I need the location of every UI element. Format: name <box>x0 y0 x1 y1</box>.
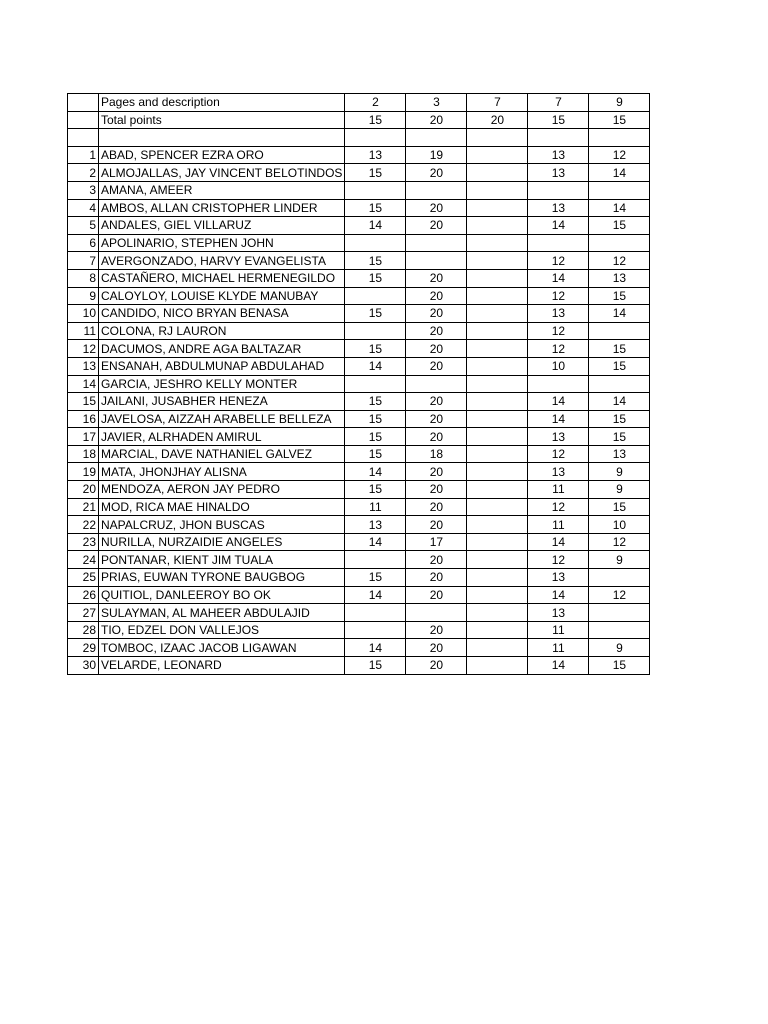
student-name: JAILANI, JUSABHER HENEZA <box>99 393 345 411</box>
spacer-row <box>68 129 650 147</box>
score-cell <box>406 252 467 270</box>
student-row <box>68 410 650 428</box>
empty-cell <box>99 129 345 147</box>
score-cell: 13 <box>528 164 589 182</box>
score-cell: 12 <box>589 586 650 604</box>
pages-label: Pages and description <box>99 94 345 112</box>
score-cell: 20 <box>406 621 467 639</box>
score-cell <box>345 604 406 622</box>
student-number: 4 <box>68 199 99 217</box>
score-cell <box>528 234 589 252</box>
student-row <box>68 357 650 375</box>
score-cell <box>406 375 467 393</box>
student-row <box>68 393 650 411</box>
student-name: PONTANAR, KIENT JIM TUALA <box>99 551 345 569</box>
student-number: 20 <box>68 481 99 499</box>
score-cell: 20 <box>406 498 467 516</box>
score-cell <box>467 234 528 252</box>
student-row <box>68 657 650 675</box>
score-cell: 14 <box>345 639 406 657</box>
student-number: 10 <box>68 305 99 323</box>
score-cell <box>406 604 467 622</box>
score-cell: 13 <box>528 569 589 587</box>
score-cell: 12 <box>528 322 589 340</box>
score-cell <box>467 199 528 217</box>
student-row <box>68 287 650 305</box>
student-number: 12 <box>68 340 99 358</box>
student-row <box>68 533 650 551</box>
student-row <box>68 340 650 358</box>
score-cell <box>467 569 528 587</box>
student-row <box>68 199 650 217</box>
student-name: CALOYLOY, LOUISE KLYDE MANUBAY <box>99 287 345 305</box>
score-cell: 14 <box>528 410 589 428</box>
student-row <box>68 639 650 657</box>
student-name: MARCIAL, DAVE NATHANIEL GALVEZ <box>99 445 345 463</box>
student-name: SULAYMAN, AL MAHEER ABDULAJID <box>99 604 345 622</box>
student-number: 25 <box>68 569 99 587</box>
pages-row <box>68 94 650 112</box>
score-cell: 20 <box>406 164 467 182</box>
score-cell: 20 <box>406 657 467 675</box>
score-cell: 20 <box>406 340 467 358</box>
score-cell: 15 <box>589 340 650 358</box>
student-name: AVERGONZADO, HARVY EVANGELISTA <box>99 252 345 270</box>
student-name: CASTAÑERO, MICHAEL HERMENEGILDO <box>99 269 345 287</box>
score-cell <box>467 498 528 516</box>
score-cell <box>406 181 467 199</box>
student-name: ANDALES, GIEL VILLARUZ <box>99 217 345 235</box>
score-cell: 15 <box>345 393 406 411</box>
total-cell: 20 <box>467 111 528 129</box>
student-number: 21 <box>68 498 99 516</box>
score-cell <box>589 181 650 199</box>
score-cell: 15 <box>589 217 650 235</box>
score-cell <box>589 375 650 393</box>
score-cell: 19 <box>406 146 467 164</box>
student-number: 9 <box>68 287 99 305</box>
score-cell: 12 <box>528 252 589 270</box>
score-cell <box>528 181 589 199</box>
score-cell: 18 <box>406 445 467 463</box>
index-cell <box>68 94 99 112</box>
score-cell: 14 <box>345 217 406 235</box>
student-number: 11 <box>68 322 99 340</box>
score-cell: 15 <box>589 498 650 516</box>
score-cell: 15 <box>345 340 406 358</box>
student-number: 26 <box>68 586 99 604</box>
score-cell: 14 <box>528 657 589 675</box>
empty-cell <box>68 129 99 147</box>
student-row <box>68 445 650 463</box>
score-cell: 14 <box>589 305 650 323</box>
total-cell: 15 <box>589 111 650 129</box>
student-row <box>68 234 650 252</box>
score-cell: 20 <box>406 428 467 446</box>
grades-table-body <box>68 94 650 675</box>
score-cell <box>345 322 406 340</box>
score-cell: 14 <box>528 586 589 604</box>
empty-cell <box>406 129 467 147</box>
score-cell <box>589 234 650 252</box>
student-number: 17 <box>68 428 99 446</box>
student-row <box>68 516 650 534</box>
score-cell: 14 <box>528 269 589 287</box>
score-cell: 20 <box>406 305 467 323</box>
score-cell: 10 <box>589 516 650 534</box>
score-cell <box>345 234 406 252</box>
score-cell <box>345 287 406 305</box>
score-cell <box>467 481 528 499</box>
student-number: 1 <box>68 146 99 164</box>
score-cell <box>467 445 528 463</box>
score-cell: 13 <box>345 146 406 164</box>
student-number: 16 <box>68 410 99 428</box>
score-cell: 20 <box>406 357 467 375</box>
student-name: APOLINARIO, STEPHEN JOHN <box>99 234 345 252</box>
student-name: MATA, JHONJHAY ALISNA <box>99 463 345 481</box>
score-cell: 14 <box>345 533 406 551</box>
score-cell <box>467 340 528 358</box>
empty-cell <box>589 129 650 147</box>
score-cell: 15 <box>345 305 406 323</box>
score-cell: 14 <box>345 463 406 481</box>
score-cell: 14 <box>528 533 589 551</box>
score-cell <box>467 252 528 270</box>
student-name: MENDOZA, AERON JAY PEDRO <box>99 481 345 499</box>
student-name: ABAD, SPENCER EZRA ORO <box>99 146 345 164</box>
score-cell: 15 <box>345 252 406 270</box>
student-number: 3 <box>68 181 99 199</box>
student-name: PRIAS, EUWAN TYRONE BAUGBOG <box>99 569 345 587</box>
student-name: DACUMOS, ANDRE AGA BALTAZAR <box>99 340 345 358</box>
score-cell: 12 <box>528 498 589 516</box>
student-number: 13 <box>68 357 99 375</box>
student-number: 24 <box>68 551 99 569</box>
page-cell: 7 <box>528 94 589 112</box>
grades-table <box>67 93 650 675</box>
index-cell <box>68 111 99 129</box>
page-cell: 3 <box>406 94 467 112</box>
score-cell: 9 <box>589 639 650 657</box>
score-cell: 11 <box>528 481 589 499</box>
score-cell: 15 <box>345 569 406 587</box>
student-row <box>68 481 650 499</box>
score-cell: 20 <box>406 639 467 657</box>
score-cell: 13 <box>528 604 589 622</box>
score-cell: 13 <box>528 305 589 323</box>
score-cell <box>589 569 650 587</box>
score-cell <box>467 375 528 393</box>
student-number: 30 <box>68 657 99 675</box>
student-row <box>68 621 650 639</box>
student-name: COLONA, RJ LAURON <box>99 322 345 340</box>
score-cell: 13 <box>589 445 650 463</box>
student-name: ENSANAH, ABDULMUNAP ABDULAHAD <box>99 357 345 375</box>
score-cell <box>467 164 528 182</box>
score-cell: 15 <box>345 164 406 182</box>
score-cell: 11 <box>345 498 406 516</box>
student-row <box>68 569 650 587</box>
score-cell <box>467 586 528 604</box>
score-cell: 20 <box>406 586 467 604</box>
score-cell: 13 <box>528 428 589 446</box>
score-cell: 15 <box>345 657 406 675</box>
score-cell: 20 <box>406 217 467 235</box>
total-cell: 15 <box>528 111 589 129</box>
score-cell: 12 <box>528 287 589 305</box>
score-cell <box>467 428 528 446</box>
score-cell: 15 <box>345 199 406 217</box>
student-row <box>68 498 650 516</box>
score-cell <box>467 621 528 639</box>
score-cell: 15 <box>345 445 406 463</box>
student-name: GARCIA, JESHRO KELLY MONTER <box>99 375 345 393</box>
page-cell: 7 <box>467 94 528 112</box>
student-number: 8 <box>68 269 99 287</box>
score-cell: 20 <box>406 393 467 411</box>
score-cell: 15 <box>589 657 650 675</box>
score-cell: 12 <box>528 445 589 463</box>
score-cell: 13 <box>589 269 650 287</box>
student-number: 14 <box>68 375 99 393</box>
score-cell: 20 <box>406 569 467 587</box>
student-row <box>68 164 650 182</box>
score-cell: 14 <box>589 199 650 217</box>
empty-cell <box>528 129 589 147</box>
student-row <box>68 604 650 622</box>
total-cell: 15 <box>345 111 406 129</box>
empty-cell <box>467 129 528 147</box>
score-cell: 20 <box>406 322 467 340</box>
student-number: 28 <box>68 621 99 639</box>
score-cell: 15 <box>589 287 650 305</box>
student-name: TIO, EDZEL DON VALLEJOS <box>99 621 345 639</box>
score-cell <box>589 322 650 340</box>
score-cell <box>467 305 528 323</box>
score-cell: 12 <box>589 533 650 551</box>
page-cell: 2 <box>345 94 406 112</box>
score-cell: 11 <box>528 621 589 639</box>
student-name: ALMOJALLAS, JAY VINCENT BELOTINDOS <box>99 164 345 182</box>
student-name: NURILLA, NURZAIDIE ANGELES <box>99 533 345 551</box>
student-number: 22 <box>68 516 99 534</box>
score-cell: 15 <box>589 357 650 375</box>
student-number: 19 <box>68 463 99 481</box>
student-name: CANDIDO, NICO BRYAN BENASA <box>99 305 345 323</box>
score-cell <box>467 533 528 551</box>
score-cell: 14 <box>345 586 406 604</box>
student-number: 27 <box>68 604 99 622</box>
student-row <box>68 181 650 199</box>
score-cell: 9 <box>589 551 650 569</box>
score-cell: 20 <box>406 269 467 287</box>
score-cell <box>467 657 528 675</box>
score-cell <box>467 146 528 164</box>
score-cell: 9 <box>589 463 650 481</box>
score-cell: 15 <box>345 428 406 446</box>
empty-cell <box>345 129 406 147</box>
score-cell: 13 <box>528 199 589 217</box>
score-cell: 14 <box>589 164 650 182</box>
score-cell <box>589 621 650 639</box>
score-cell: 15 <box>589 428 650 446</box>
score-cell: 15 <box>345 269 406 287</box>
score-cell: 12 <box>589 252 650 270</box>
score-cell <box>345 181 406 199</box>
score-cell: 12 <box>528 551 589 569</box>
score-cell: 15 <box>345 410 406 428</box>
score-cell: 20 <box>406 551 467 569</box>
page-cell: 9 <box>589 94 650 112</box>
student-number: 7 <box>68 252 99 270</box>
score-cell <box>345 621 406 639</box>
score-cell <box>467 639 528 657</box>
student-number: 2 <box>68 164 99 182</box>
score-cell <box>467 322 528 340</box>
score-cell: 20 <box>406 481 467 499</box>
total-cell: 20 <box>406 111 467 129</box>
student-number: 15 <box>68 393 99 411</box>
student-row <box>68 269 650 287</box>
score-cell <box>467 217 528 235</box>
student-name: MOD, RICA MAE HINALDO <box>99 498 345 516</box>
score-cell: 15 <box>589 410 650 428</box>
student-row <box>68 305 650 323</box>
score-cell <box>467 516 528 534</box>
student-row <box>68 322 650 340</box>
student-row <box>68 252 650 270</box>
score-cell <box>467 287 528 305</box>
score-cell <box>467 410 528 428</box>
student-name: VELARDE, LEONARD <box>99 657 345 675</box>
score-cell <box>406 234 467 252</box>
score-cell <box>345 551 406 569</box>
student-name: AMBOS, ALLAN CRISTOPHER LINDER <box>99 199 345 217</box>
student-name: NAPALCRUZ, JHON BUSCAS <box>99 516 345 534</box>
score-cell: 14 <box>528 217 589 235</box>
totals-row <box>68 111 650 129</box>
student-name: JAVIER, ALRHADEN AMIRUL <box>99 428 345 446</box>
score-cell: 9 <box>589 481 650 499</box>
score-cell: 14 <box>589 393 650 411</box>
student-number: 6 <box>68 234 99 252</box>
score-cell <box>528 375 589 393</box>
score-cell <box>467 551 528 569</box>
student-number: 23 <box>68 533 99 551</box>
score-cell: 14 <box>528 393 589 411</box>
score-cell <box>467 357 528 375</box>
student-row <box>68 463 650 481</box>
student-number: 18 <box>68 445 99 463</box>
score-cell <box>589 604 650 622</box>
score-cell: 15 <box>345 481 406 499</box>
student-row <box>68 551 650 569</box>
student-name: TOMBOC, IZAAC JACOB LIGAWAN <box>99 639 345 657</box>
score-cell <box>467 393 528 411</box>
student-row <box>68 428 650 446</box>
score-cell <box>467 181 528 199</box>
student-name: QUITIOL, DANLEEROY BO OK <box>99 586 345 604</box>
score-cell: 20 <box>406 287 467 305</box>
score-cell: 12 <box>528 340 589 358</box>
student-row <box>68 586 650 604</box>
score-cell: 13 <box>345 516 406 534</box>
student-row <box>68 146 650 164</box>
student-name: AMANA, AMEER <box>99 181 345 199</box>
score-cell: 10 <box>528 357 589 375</box>
score-cell: 20 <box>406 199 467 217</box>
score-cell: 20 <box>406 410 467 428</box>
score-cell: 13 <box>528 463 589 481</box>
score-cell: 13 <box>528 146 589 164</box>
score-cell: 11 <box>528 639 589 657</box>
score-cell: 11 <box>528 516 589 534</box>
student-name: JAVELOSA, AIZZAH ARABELLE BELLEZA <box>99 410 345 428</box>
score-cell <box>345 375 406 393</box>
score-cell: 12 <box>589 146 650 164</box>
student-number: 5 <box>68 217 99 235</box>
score-cell: 20 <box>406 516 467 534</box>
total-label: Total points <box>99 111 345 129</box>
student-number: 29 <box>68 639 99 657</box>
score-cell <box>467 604 528 622</box>
score-cell: 14 <box>345 357 406 375</box>
score-cell: 20 <box>406 463 467 481</box>
student-row <box>68 217 650 235</box>
score-cell <box>467 463 528 481</box>
student-row <box>68 375 650 393</box>
score-cell <box>467 269 528 287</box>
score-cell: 17 <box>406 533 467 551</box>
